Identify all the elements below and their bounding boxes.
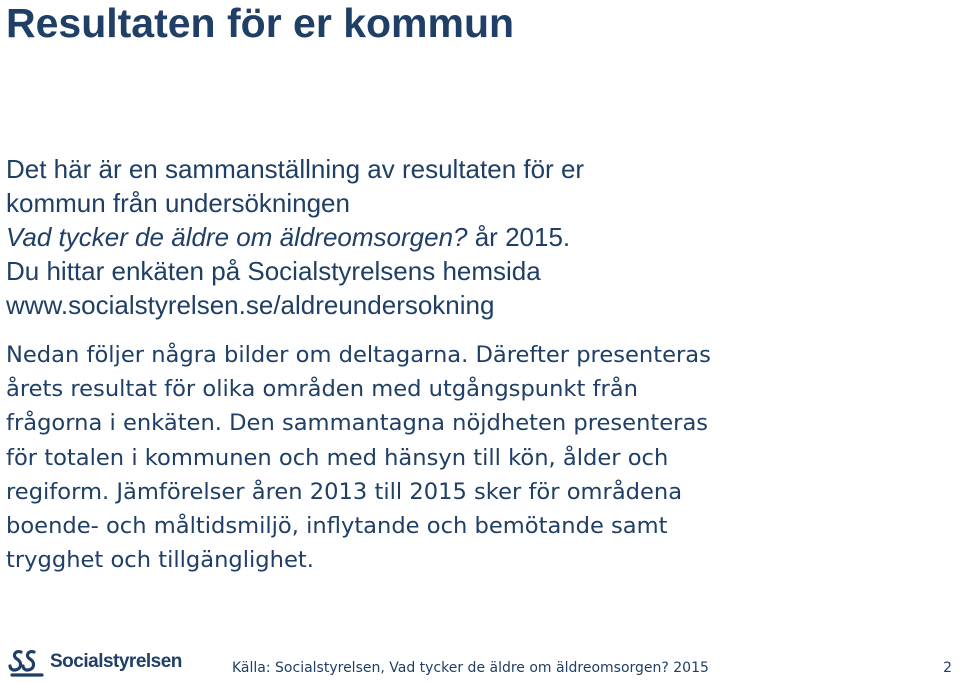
intro-line-3 bbox=[6, 220, 926, 254]
intro-line-4: Du hittar enkäten på Socialstyrelsens hemsida bbox=[6, 256, 541, 286]
body-text bbox=[6, 338, 906, 577]
logo-text: Socialstyrelsen bbox=[50, 651, 182, 672]
body-line-5: regiform. Jämförelser åren 2013 till 2015 sker för områdena bbox=[6, 478, 683, 505]
body-line-4: för totalen i kommunen och med hänsyn till kön, ålder och bbox=[6, 444, 669, 471]
socialstyrelsen-logo-icon bbox=[8, 646, 46, 678]
body-line-7: trygghet och tillgänglighet. bbox=[6, 547, 314, 574]
socialstyrelsen-logo bbox=[8, 646, 182, 678]
survey-name: Vad tycker de äldre om äldreomsorgen? bbox=[6, 222, 468, 252]
footer bbox=[0, 636, 960, 680]
intro-text bbox=[6, 152, 926, 322]
page-title: Resultaten för er kommun bbox=[6, 0, 515, 46]
body-line-1: Nedan följer några bilder om deltagarna. Därefter presenteras bbox=[6, 342, 711, 368]
survey-url[interactable]: www.socialstyrelsen.se/aldreundersokning bbox=[6, 290, 495, 320]
body-line-3: frågorna i enkäten. Den sammantagna nöjdheten presenteras bbox=[6, 410, 709, 437]
survey-year: år 2015. bbox=[467, 222, 571, 252]
source-citation: Källa: Socialstyrelsen, Vad tycker de äldre om äldreomsorgen? 2015 bbox=[232, 660, 709, 676]
body-line-6: boende- och måltidsmiljö, inflytande och bemötande samt bbox=[6, 513, 668, 540]
page-number: 2 bbox=[943, 660, 952, 676]
intro-line-2: kommun från undersökningen bbox=[6, 188, 350, 218]
body-line-2: årets resultat för olika områden med utgångspunkt från bbox=[6, 376, 638, 403]
intro-line-1: Det här är en sammanställning av resultaten för er bbox=[6, 154, 585, 184]
